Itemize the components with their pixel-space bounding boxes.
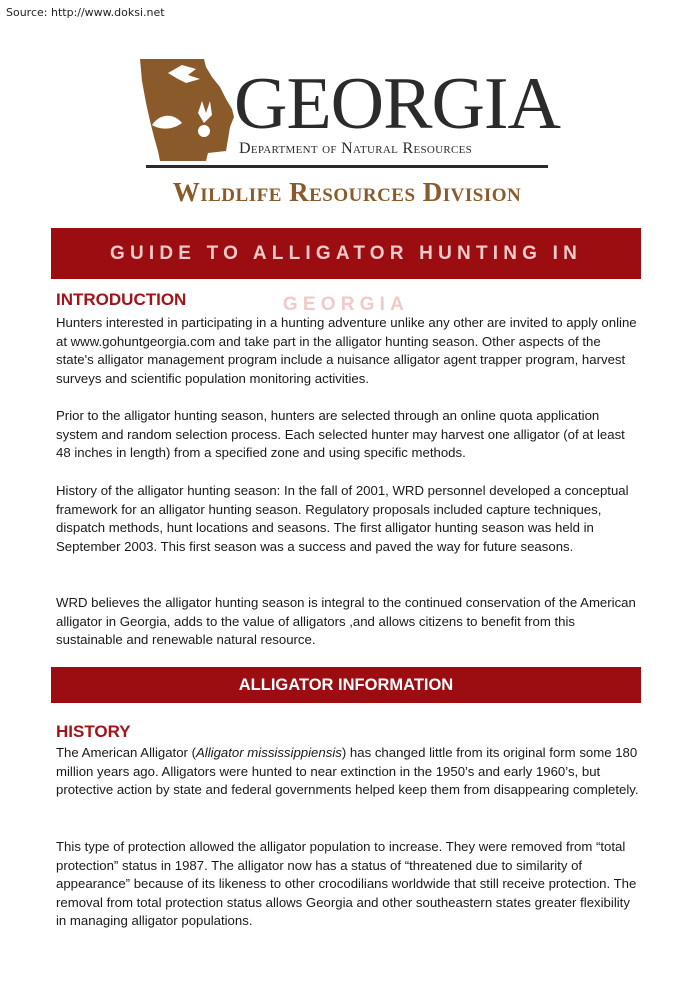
introduction-paragraph: Prior to the alligator hunting season, hunters are selected through an online quota application system and random selection process. Each selected hunter may harvest one alligator (of at least 48 inches in length) from a specified zone and using specific methods. xyxy=(56,408,625,460)
logo-division: Wildlife Resources Division xyxy=(172,177,522,207)
introduction-heading: INTRODUCTION xyxy=(56,290,187,309)
introduction-paragraph: History of the alligator hunting season: In the fall of 2001, WRD personnel developed a conceptual framework for an alligator hunting season. Regulatory proposals included capture techniques, dispatch methods, hunt locations and seasons. The first alligator hunting season was held in September 2003. This first season was a success and paved the way for future seasons. xyxy=(56,483,629,554)
history-heading: HISTORY xyxy=(56,722,131,741)
history-paragraph: This type of protection allowed the alligator population to increase. They were removed from “total protection” status in 1987. The alligator now has a status of “threatened due to similarity of appearance” because of its likeness to other crocodilians worldwide that still receive protection. The removal from total protection status allows Georgia and other southeastern states greater flexibility in managing alligator populations. xyxy=(56,839,637,928)
source-note: Source: http://www.doksi.net xyxy=(6,6,165,19)
introduction-paragraph: WRD believes the alligator hunting season is integral to the continued conservation of the American alligator in Georgia, adds to the value of alligators ,and allows citizens to benefit from this sustainable and renewable natural resource. xyxy=(56,595,636,647)
dnr-logo xyxy=(138,55,558,205)
logo-title: GEORGIA xyxy=(234,63,560,145)
logo-department: Department of Natural Resources xyxy=(239,140,473,157)
history-paragraph xyxy=(56,744,641,800)
logo-divider xyxy=(146,165,548,168)
alligator-information-banner: ALLIGATOR INFORMATION xyxy=(51,667,641,703)
species-name: Alligator mississippiensis xyxy=(196,745,342,760)
guide-title-banner: GUIDE TO ALLIGATOR HUNTING IN GEORGIA xyxy=(51,228,641,279)
history-text-start: The American Alligator ( xyxy=(56,745,196,760)
introduction-paragraph: Hunters interested in participating in a hunting adventure unlike any other are invited to apply online at www.gohuntgeorgia.com and take part in the alligator hunting season. Other aspects of the state's alligator management program include a nuisance alligator agent trapper program, harvest surveys and scientific population monitoring activities. xyxy=(56,315,637,386)
georgia-map-icon xyxy=(138,55,236,163)
history-text-end: ) has changed little from its original form some 180 million years ago. Alligators were hunted to near extinction in the 1950’s and early 1960’s, but protective action by state and federal governments helped keep them from disappearing completely. xyxy=(56,745,639,797)
